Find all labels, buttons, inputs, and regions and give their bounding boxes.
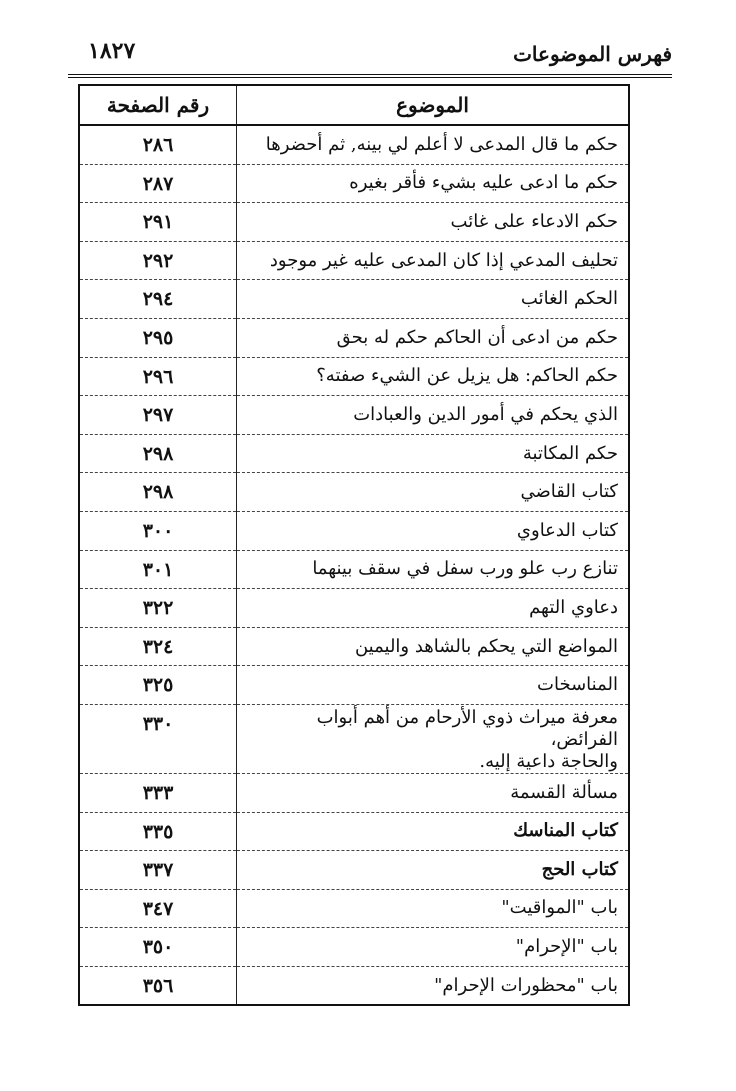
table-row xyxy=(79,851,629,890)
page-cell: ٣٢٥ xyxy=(79,666,237,705)
topic-cell: حكم من ادعى أن الحاكم حكم له بحق xyxy=(237,318,630,357)
topic-line: معرفة ميراث ذوي الأرحام من أهم أبواب الفرائض، xyxy=(316,706,618,750)
table-row xyxy=(79,125,629,164)
table-header-row xyxy=(79,85,629,125)
topic-cell: حكم المكاتبة xyxy=(237,434,630,473)
page-cell: ٣٣٥ xyxy=(79,812,237,851)
table-row xyxy=(79,589,629,628)
topic-cell: المناسخات xyxy=(237,666,630,705)
topic-cell xyxy=(237,704,630,773)
table-row xyxy=(79,241,629,280)
topic-cell: كتاب الدعاوي xyxy=(237,511,630,550)
page-cell: ٢٩٨ xyxy=(79,434,237,473)
table-row xyxy=(79,511,629,550)
table-row xyxy=(79,966,629,1005)
page-cell: ٣٤٧ xyxy=(79,889,237,928)
topic-line: والحاجة داعية إليه. xyxy=(479,750,618,772)
page-cell: ٢٩٥ xyxy=(79,318,237,357)
table-row xyxy=(79,666,629,705)
page-cell: ٣٢٢ xyxy=(79,589,237,628)
table-row xyxy=(79,928,629,967)
table-row xyxy=(79,434,629,473)
page-cell: ٢٩٧ xyxy=(79,396,237,435)
column-header-page: رقم الصفحة xyxy=(79,85,237,125)
page-cell: ٣٣٧ xyxy=(79,851,237,890)
table-row xyxy=(79,473,629,512)
page-cell: ٢٩٨ xyxy=(79,473,237,512)
page-cell: ٢٩٢ xyxy=(79,241,237,280)
table-row xyxy=(79,357,629,396)
section-heading-cell: كتاب الحج xyxy=(237,851,630,890)
topic-cell: دعاوي التهم xyxy=(237,589,630,628)
page-cell: ٣٠١ xyxy=(79,550,237,589)
page-cell: ٢٨٦ xyxy=(79,125,237,164)
page-cell: ٣٥٠ xyxy=(79,928,237,967)
page-cell: ٣٠٠ xyxy=(79,511,237,550)
topic-cell: كتاب القاضي xyxy=(237,473,630,512)
section-heading-cell: كتاب المناسك xyxy=(237,812,630,851)
page-number: ١٨٢٧ xyxy=(88,38,136,64)
table-row xyxy=(79,550,629,589)
topic-cell: حكم الحاكم: هل يزيل عن الشيء صفته؟ xyxy=(237,357,630,396)
table-row xyxy=(79,164,629,203)
topic-cell: الذي يحكم في أمور الدين والعبادات xyxy=(237,396,630,435)
page-cell: ٣٥٦ xyxy=(79,966,237,1005)
page-cell: ٢٩١ xyxy=(79,203,237,242)
page-cell: ٣٣٣ xyxy=(79,773,237,812)
topic-cell: حكم ما قال المدعى لا أعلم لي بينه, ثم أحضرها xyxy=(237,125,630,164)
table-row xyxy=(79,704,629,773)
topic-cell: الحكم الغائب xyxy=(237,280,630,319)
table-row xyxy=(79,889,629,928)
column-header-topic: الموضوع xyxy=(237,85,630,125)
topic-cell: تنازع رب علو ورب سفل في سقف بينهما xyxy=(237,550,630,589)
topic-cell: تحليف المدعي إذا كان المدعى عليه غير موجود xyxy=(237,241,630,280)
topic-cell: باب "محظورات الإحرام" xyxy=(237,966,630,1005)
table-row xyxy=(79,203,629,242)
table-row xyxy=(79,773,629,812)
page-cell: ٣٣٠ xyxy=(79,704,237,773)
topic-cell: باب "المواقيت" xyxy=(237,889,630,928)
page-cell: ٢٩٤ xyxy=(79,280,237,319)
topic-cell: باب "الإحرام" xyxy=(237,928,630,967)
table-row xyxy=(79,627,629,666)
running-title: فهرس الموضوعات xyxy=(513,42,672,66)
header-rule-double xyxy=(68,77,672,78)
table-row xyxy=(79,812,629,851)
topic-cell: المواضع التي يحكم بالشاهد واليمين xyxy=(237,627,630,666)
table-row xyxy=(79,396,629,435)
index-table xyxy=(78,84,630,1006)
topic-cell: حكم الادعاء على غائب xyxy=(237,203,630,242)
page-cell: ٢٩٦ xyxy=(79,357,237,396)
page-cell: ٣٢٤ xyxy=(79,627,237,666)
page-header xyxy=(68,32,672,72)
page-cell: ٢٨٧ xyxy=(79,164,237,203)
table-row xyxy=(79,318,629,357)
topic-cell: مسألة القسمة xyxy=(237,773,630,812)
topic-cell: حكم ما ادعى عليه بشيء فأقر بغيره xyxy=(237,164,630,203)
header-rule xyxy=(68,74,672,75)
table-row xyxy=(79,280,629,319)
